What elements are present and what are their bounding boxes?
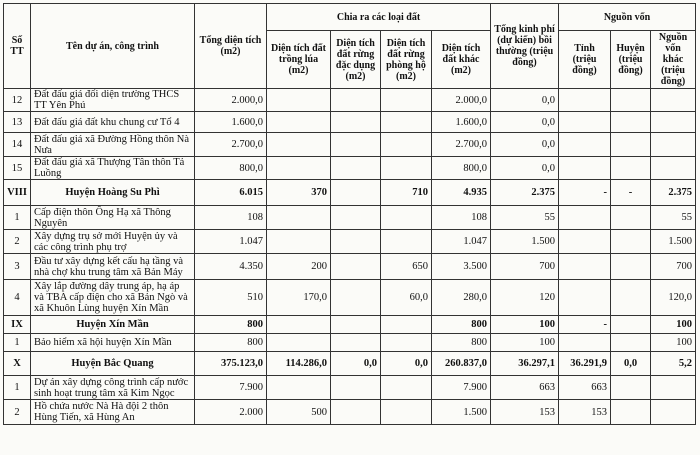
cell-other: 1.047: [432, 230, 491, 254]
cell-other-capital: 2.375: [651, 180, 696, 206]
cell-total-area: 800: [195, 334, 267, 352]
cell-other: 1.600,0: [432, 112, 491, 133]
cell-total-area: 375.123,0: [195, 352, 267, 376]
cell-compensation: 55: [491, 206, 559, 230]
cell-province: [559, 112, 611, 133]
header-protect: Diện tích đất rừng phòng hộ (m2): [381, 31, 432, 89]
cell-total-area: 800,0: [195, 157, 267, 180]
cell-other-capital: 100: [651, 316, 696, 334]
cell-stt: 1: [4, 206, 31, 230]
cell-special: [331, 316, 381, 334]
cell-protect: 60,0: [381, 280, 432, 316]
cell-name: Xây lắp đường dây trung áp, hạ áp và TBA cấp điện cho xã Bản Ngò và xã Khuôn Lùng huyện Xín Mần: [31, 280, 195, 316]
cell-protect: 0,0: [381, 352, 432, 376]
cell-province: 153: [559, 400, 611, 425]
cell-rice: 114.286,0: [267, 352, 331, 376]
cell-province: [559, 206, 611, 230]
cell-other: 2.700,0: [432, 133, 491, 157]
cell-compensation: 153: [491, 400, 559, 425]
cell-other: 2.000,0: [432, 89, 491, 112]
cell-protect: [381, 206, 432, 230]
table-row: [4, 89, 696, 112]
header-special: Diện tích đất rừng đặc dụng (m2): [331, 31, 381, 89]
cell-rice: [267, 376, 331, 400]
land-compensation-table: [3, 3, 696, 425]
cell-name: Bảo hiểm xã hội huyện Xín Mần: [31, 334, 195, 352]
cell-rice: [267, 230, 331, 254]
cell-rice: [267, 112, 331, 133]
cell-total-area: 1.047: [195, 230, 267, 254]
cell-district: [611, 89, 651, 112]
cell-protect: [381, 376, 432, 400]
table-row: [4, 254, 696, 280]
cell-stt: 12: [4, 89, 31, 112]
cell-total-area: 1.600,0: [195, 112, 267, 133]
group-row: [4, 352, 696, 376]
cell-stt: 3: [4, 254, 31, 280]
cell-name: Huyện Xín Mần: [31, 316, 195, 334]
cell-total-area: 800: [195, 316, 267, 334]
cell-compensation: 0,0: [491, 157, 559, 180]
cell-other: 260.837,0: [432, 352, 491, 376]
cell-district: [611, 112, 651, 133]
cell-special: [331, 376, 381, 400]
cell-special: [331, 334, 381, 352]
cell-total-area: 6.015: [195, 180, 267, 206]
cell-stt: 1: [4, 376, 31, 400]
header-other: Diện tích đất khác (m2): [432, 31, 491, 89]
cell-protect: [381, 316, 432, 334]
cell-compensation: 0,0: [491, 112, 559, 133]
cell-protect: 650: [381, 254, 432, 280]
cell-district: [611, 316, 651, 334]
cell-other: 280,0: [432, 280, 491, 316]
table-row: [4, 376, 696, 400]
cell-other: 7.900: [432, 376, 491, 400]
cell-name: Đất đấu giá xã Thượng Tân thôn Tả Luồng: [31, 157, 195, 180]
cell-other-capital: [651, 400, 696, 425]
header-compensation: Tổng kinh phí (dự kiến) bồi thường (triệu đồng): [491, 4, 559, 89]
cell-district: [611, 254, 651, 280]
cell-total-area: 2.000: [195, 400, 267, 425]
cell-protect: [381, 133, 432, 157]
cell-name: Xây dựng trụ sở mới Huyện ủy và các công trình phụ trợ: [31, 230, 195, 254]
header-province: Tỉnh (triệu đồng): [559, 31, 611, 89]
cell-stt: 2: [4, 400, 31, 425]
cell-name: Huyện Hoàng Su Phì: [31, 180, 195, 206]
cell-special: [331, 254, 381, 280]
cell-district: [611, 230, 651, 254]
cell-rice: 500: [267, 400, 331, 425]
cell-rice: [267, 89, 331, 112]
cell-compensation: 36.297,1: [491, 352, 559, 376]
cell-compensation: 2.375: [491, 180, 559, 206]
cell-other-capital: 55: [651, 206, 696, 230]
cell-protect: 710: [381, 180, 432, 206]
cell-total-area: 2.700,0: [195, 133, 267, 157]
cell-stt: 2: [4, 230, 31, 254]
cell-other-capital: 5,2: [651, 352, 696, 376]
table-row: [4, 400, 696, 425]
cell-stt: 4: [4, 280, 31, 316]
cell-rice: 370: [267, 180, 331, 206]
cell-province: [559, 230, 611, 254]
cell-special: [331, 206, 381, 230]
cell-name: Huyện Bắc Quang: [31, 352, 195, 376]
cell-province: 36.291,9: [559, 352, 611, 376]
cell-district: [611, 280, 651, 316]
cell-rice: [267, 157, 331, 180]
table-row: [4, 334, 696, 352]
cell-name: Dự án xây dựng công trình cấp nước sinh hoạt trung tâm xã Kim Ngọc: [31, 376, 195, 400]
cell-stt: 13: [4, 112, 31, 133]
cell-other-capital: [651, 376, 696, 400]
cell-province: [559, 334, 611, 352]
cell-rice: [267, 316, 331, 334]
cell-rice: 200: [267, 254, 331, 280]
cell-stt: 15: [4, 157, 31, 180]
cell-other: 800: [432, 316, 491, 334]
cell-protect: [381, 112, 432, 133]
table-row: [4, 280, 696, 316]
cell-stt: 14: [4, 133, 31, 157]
cell-name: Hồ chứa nước Nà Hà đội 2 thôn Hùng Tiến, xã Hùng An: [31, 400, 195, 425]
cell-other-capital: [651, 133, 696, 157]
cell-other: 800: [432, 334, 491, 352]
cell-district: 0,0: [611, 352, 651, 376]
header-stt: Số TT: [4, 4, 31, 89]
cell-special: [331, 157, 381, 180]
cell-total-area: 108: [195, 206, 267, 230]
cell-compensation: 100: [491, 334, 559, 352]
header-total-area: Tổng diện tích (m2): [195, 4, 267, 89]
cell-compensation: 1.500: [491, 230, 559, 254]
table-row: [4, 157, 696, 180]
cell-district: [611, 206, 651, 230]
cell-name: Cấp điện thôn Ông Hạ xã Thông Nguyên: [31, 206, 195, 230]
cell-stt: 1: [4, 334, 31, 352]
header-land-group: Chia ra các loại đất: [267, 4, 491, 31]
cell-protect: [381, 334, 432, 352]
table-row: [4, 112, 696, 133]
cell-special: [331, 230, 381, 254]
cell-name: Đất đấu giá xã Đường Hồng thôn Nà Nưa: [31, 133, 195, 157]
header-name: Tên dự án, công trình: [31, 4, 195, 89]
cell-other-capital: [651, 112, 696, 133]
cell-rice: [267, 133, 331, 157]
cell-special: [331, 133, 381, 157]
cell-special: [331, 112, 381, 133]
cell-province: -: [559, 180, 611, 206]
cell-district: [611, 133, 651, 157]
cell-province: -: [559, 316, 611, 334]
cell-other-capital: [651, 157, 696, 180]
cell-district: [611, 334, 651, 352]
cell-other: 1.500: [432, 400, 491, 425]
table-row: [4, 230, 696, 254]
cell-stt: X: [4, 352, 31, 376]
cell-stt: IX: [4, 316, 31, 334]
cell-compensation: 663: [491, 376, 559, 400]
cell-special: [331, 400, 381, 425]
table-row: [4, 206, 696, 230]
cell-province: [559, 157, 611, 180]
cell-district: [611, 157, 651, 180]
cell-compensation: 0,0: [491, 133, 559, 157]
cell-compensation: 700: [491, 254, 559, 280]
cell-total-area: 4.350: [195, 254, 267, 280]
header-rice: Diện tích đất trồng lúa (m2): [267, 31, 331, 89]
cell-special: 0,0: [331, 352, 381, 376]
table-row: [4, 133, 696, 157]
cell-protect: [381, 89, 432, 112]
cell-rice: [267, 206, 331, 230]
cell-name: Đất đấu giá đất khu chung cư Tổ 4: [31, 112, 195, 133]
cell-district: -: [611, 180, 651, 206]
cell-other: 3.500: [432, 254, 491, 280]
header-other-capital: Nguồn vốn khác (triệu đồng): [651, 31, 696, 89]
cell-province: [559, 280, 611, 316]
cell-special: [331, 280, 381, 316]
cell-rice: [267, 334, 331, 352]
cell-name: Đầu tư xây dựng kết cấu hạ tầng và nhà chợ khu trung tâm xã Bản Máy: [31, 254, 195, 280]
header-capital-group: Nguồn vốn: [559, 4, 696, 31]
cell-province: 663: [559, 376, 611, 400]
group-row: [4, 180, 696, 206]
cell-total-area: 7.900: [195, 376, 267, 400]
cell-province: [559, 254, 611, 280]
cell-stt: VIII: [4, 180, 31, 206]
cell-province: [559, 89, 611, 112]
cell-district: [611, 376, 651, 400]
cell-district: [611, 400, 651, 425]
cell-other-capital: 1.500: [651, 230, 696, 254]
cell-province: [559, 133, 611, 157]
cell-protect: [381, 157, 432, 180]
cell-compensation: 0,0: [491, 89, 559, 112]
cell-rice: 170,0: [267, 280, 331, 316]
cell-special: [331, 180, 381, 206]
cell-name: Đất đấu giá đối diện trường THCS TT Yên Phú: [31, 89, 195, 112]
cell-other: 108: [432, 206, 491, 230]
cell-other-capital: 100: [651, 334, 696, 352]
cell-total-area: 510: [195, 280, 267, 316]
cell-other: 4.935: [432, 180, 491, 206]
header-district: Huyện (triệu đồng): [611, 31, 651, 89]
cell-compensation: 120: [491, 280, 559, 316]
cell-protect: [381, 230, 432, 254]
group-row: [4, 316, 696, 334]
cell-other-capital: 120,0: [651, 280, 696, 316]
cell-other-capital: 700: [651, 254, 696, 280]
cell-other: 800,0: [432, 157, 491, 180]
cell-other-capital: [651, 89, 696, 112]
cell-total-area: 2.000,0: [195, 89, 267, 112]
cell-special: [331, 89, 381, 112]
cell-compensation: 100: [491, 316, 559, 334]
cell-protect: [381, 400, 432, 425]
